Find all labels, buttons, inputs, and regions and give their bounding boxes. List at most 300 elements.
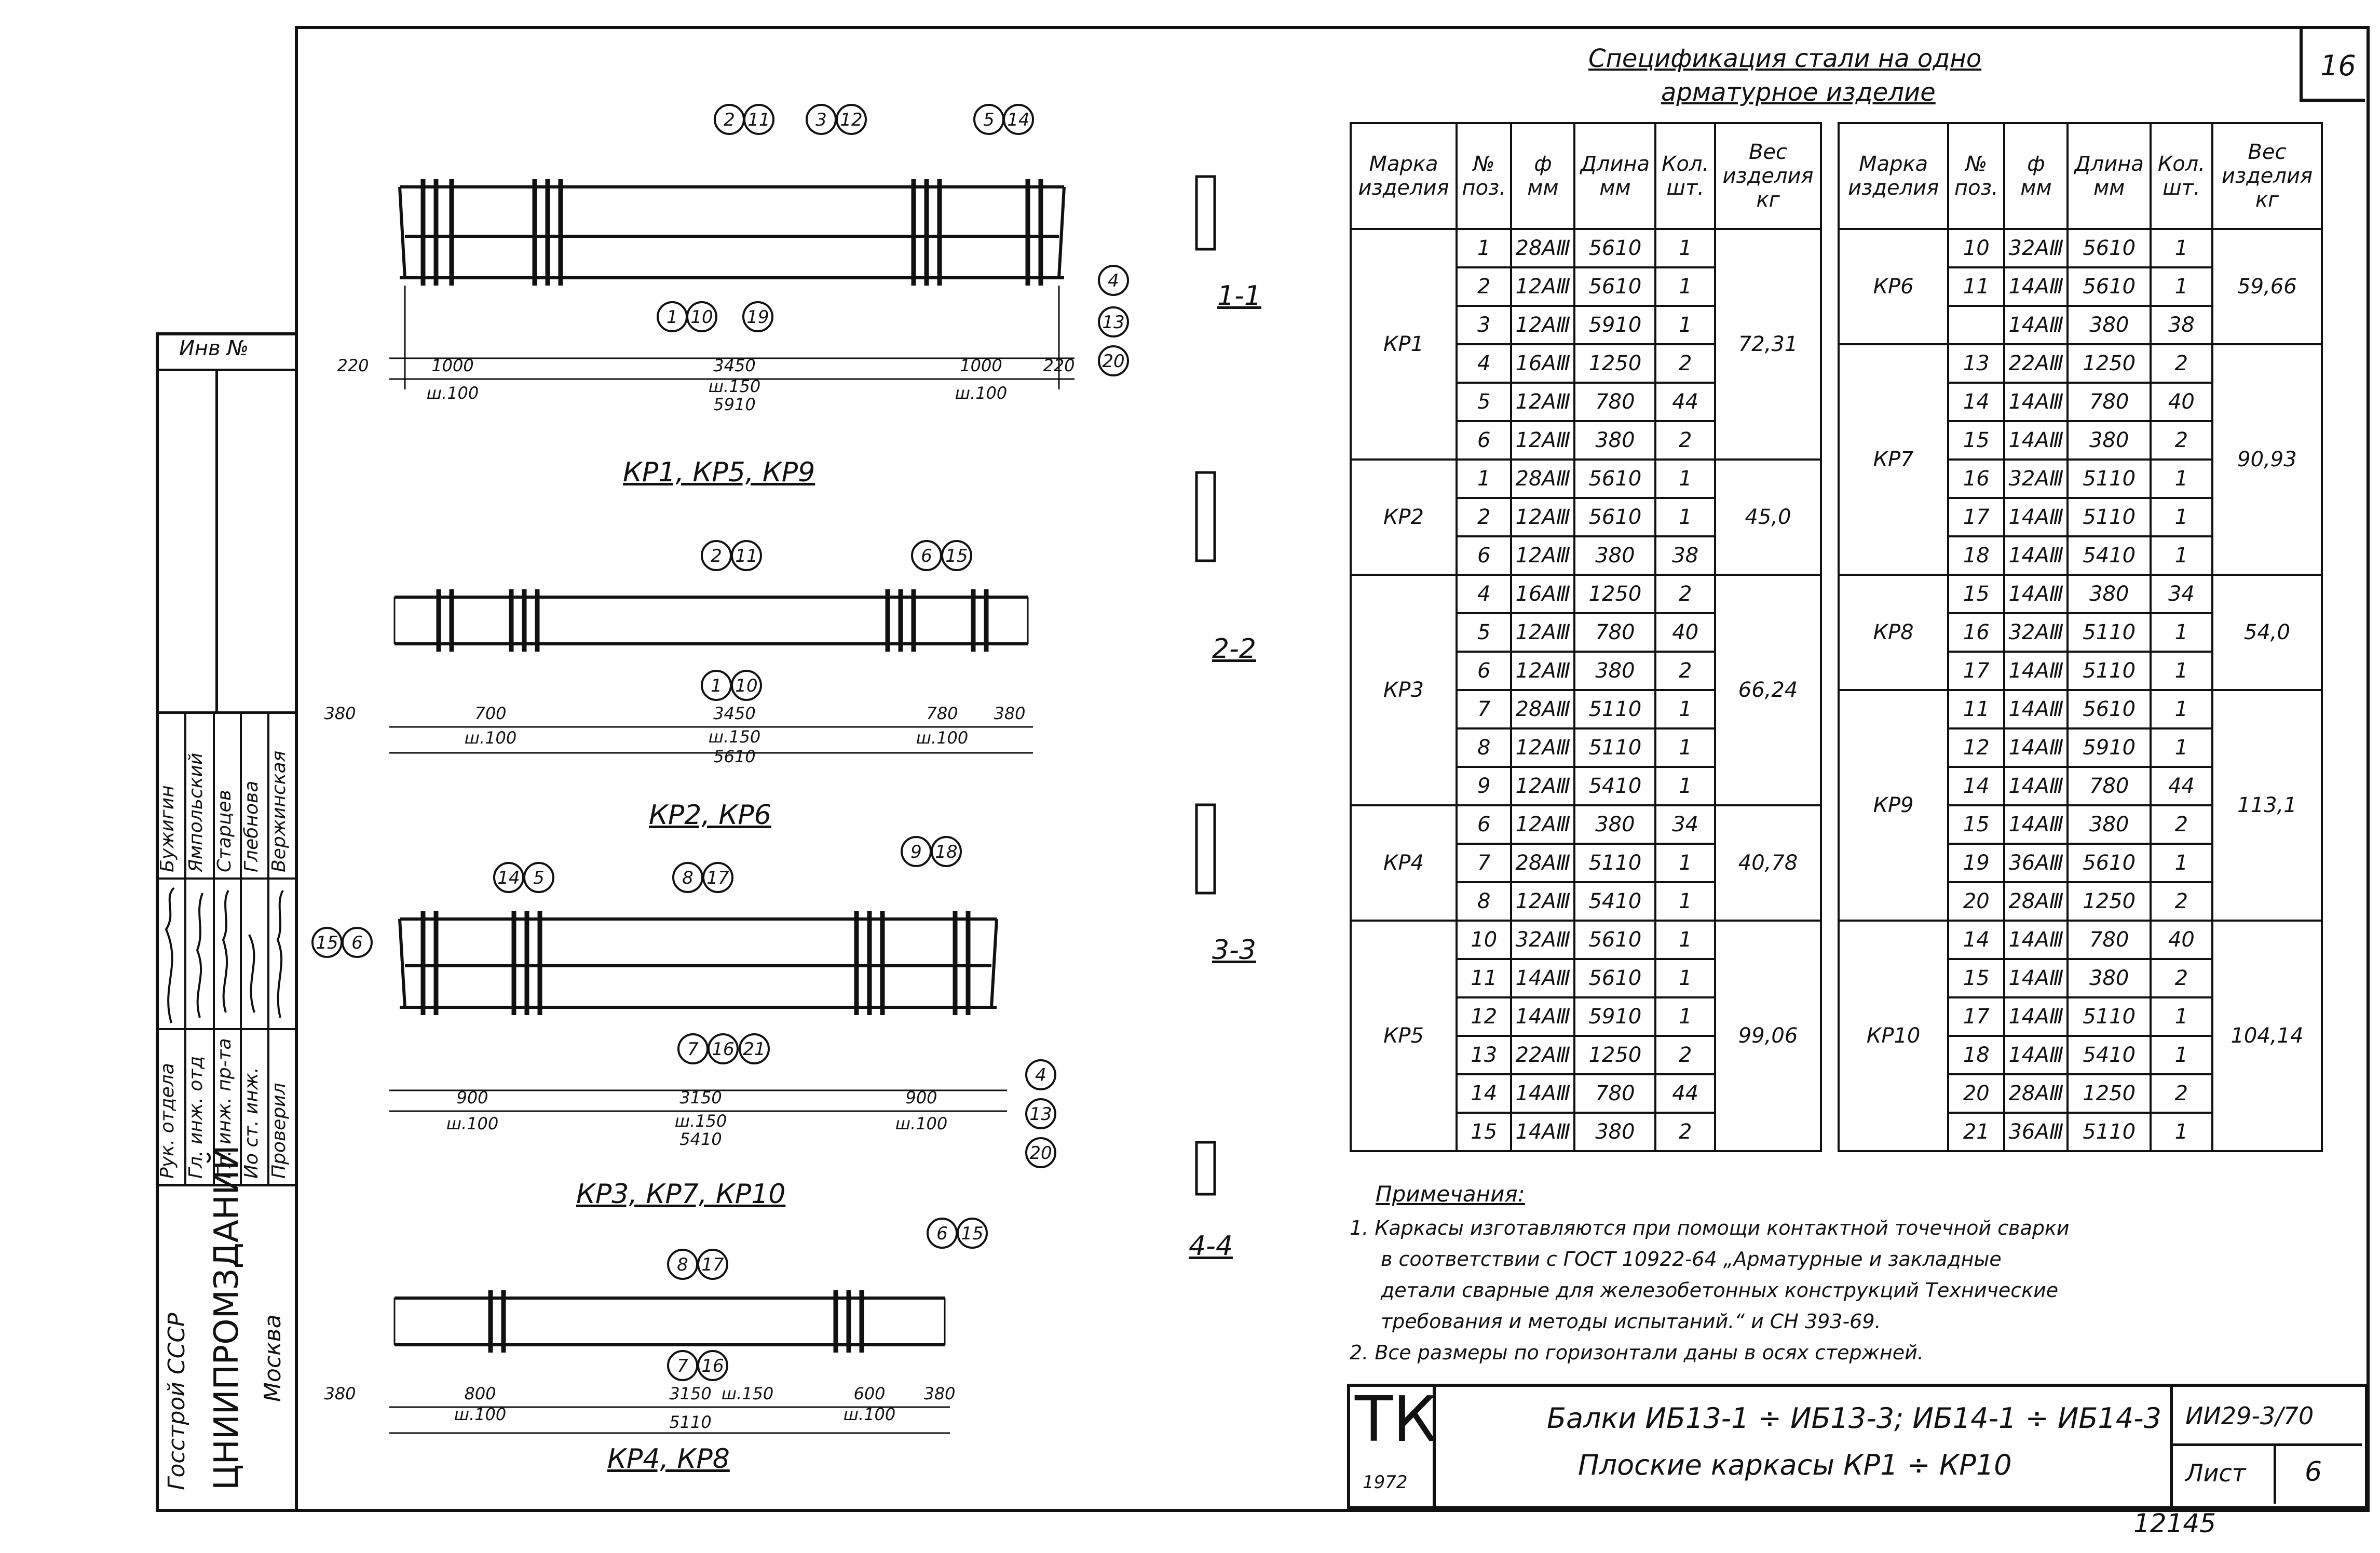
spec-cell: 6 [1457,536,1511,575]
spec-cell: 11 [1948,690,2004,728]
svg-text:17: 17 [701,1254,724,1275]
spec-cell: 5110 [2068,460,2151,498]
spec-cell: 22АⅢ [1511,1036,1574,1074]
spec-cell: 16АⅢ [1511,575,1574,613]
spec-row [1839,575,2322,613]
svg-text:220: 220 [1043,356,1075,375]
spec-cell: 1 [1655,460,1715,498]
sheet-number: 6 [2305,1456,2322,1488]
spec-cell [1948,306,2004,344]
spec-cell: 11 [1457,959,1511,997]
spec-cell: 4 [1457,344,1511,383]
spec-cell: 12АⅢ [1511,767,1574,805]
spec-cell: 12АⅢ [1511,536,1574,575]
spec-cell: 14АⅢ [2004,767,2068,805]
spec-cell: 2 [1655,421,1715,460]
svg-text:10: 10 [735,676,758,696]
spec-weight-cell: 90,93 [2212,344,2322,575]
spec-cell: 14 [1948,921,2004,959]
tk-mark: ТК [1355,1384,1437,1456]
svg-text:1000: 1000 [431,356,474,375]
svg-text:2: 2 [711,546,722,566]
spec-cell: 380 [1574,421,1655,460]
spec-cell: 20 [1948,1074,2004,1113]
spec-cell: 380 [2068,421,2151,460]
spec-cell: 7 [1457,690,1511,728]
spec-cell: 14АⅢ [2004,997,2068,1036]
spec-cell: 5110 [2068,613,2151,652]
spec-header-cell: Вес изделия кг [2212,123,2322,229]
spec-cell: 10 [1948,229,2004,267]
svg-text:5410: 5410 [679,1129,722,1149]
spec-cell: 40 [2151,383,2212,421]
spec-cell: 2 [2151,805,2212,844]
spec-weight-cell: 113,1 [2212,690,2322,921]
spec-mark-cell: КР6 [1839,229,1948,344]
spec-cell: 1 [2151,229,2212,267]
spec-cell: 2 [1457,498,1511,536]
reinforcement-drawings [311,78,1324,1506]
svg-text:5110: 5110 [669,1412,712,1432]
spec-cell: 17 [1948,652,2004,690]
spec-cell: 1 [1457,229,1511,267]
spec-cell: 28АⅢ [2004,882,2068,921]
spec-cell: 2 [2151,882,2212,921]
svg-text:800: 800 [464,1384,496,1403]
spec-cell: 780 [2068,767,2151,805]
svg-text:ш.100: ш.100 [426,383,479,403]
notes-title: Примечания: [1376,1181,1525,1207]
svg-text:ш.150: ш.150 [674,1111,727,1131]
spec-cell: 5410 [2068,1036,2151,1074]
spec-cell: 18 [1948,1036,2004,1074]
org-gosstroy: Госстрой СССР [164,1313,190,1490]
svg-text:15: 15 [945,546,968,566]
spec-cell: 17 [1948,498,2004,536]
spec-cell: 14АⅢ [2004,1036,2068,1074]
spec-header-row [1351,123,1821,229]
svg-text:ш.100: ш.100 [843,1405,896,1424]
svg-text:3150: 3150 [679,1088,722,1108]
spec-cell: 1 [2151,728,2212,767]
spec-cell: 32АⅢ [1511,921,1574,959]
spec-cell: 44 [1655,1074,1715,1113]
svg-text:220: 220 [337,356,369,375]
spec-cell: 17 [1948,997,2004,1036]
spec-cell: 32АⅢ [2004,229,2068,267]
svg-text:900: 900 [905,1088,937,1108]
spec-cell: 38 [1655,536,1715,575]
svg-text:8: 8 [682,868,693,888]
spec-header-cell: Кол. шт. [2151,123,2212,229]
sheet-divider [2274,1443,2276,1504]
title-line-2: Плоские каркасы КР1 ÷ КР10 [1578,1449,2012,1481]
spec-weight-cell: 66,24 [1715,575,1821,805]
svg-text:4: 4 [1035,1065,1046,1086]
svg-text:20: 20 [1029,1143,1052,1164]
spec-cell: 10 [1457,921,1511,959]
spec-cell: 6 [1457,805,1511,844]
spec-cell: 8 [1457,882,1511,921]
spec-cell: 5910 [2068,728,2151,767]
doc-code: ИИ29-3/70 [2185,1402,2314,1430]
note-line: детали сварные для железобетонных конструкций Технические [1381,1279,2059,1302]
spec-weight-cell: 72,31 [1715,229,1821,460]
spec-cell: 1 [1655,690,1715,728]
svg-text:9: 9 [910,842,922,862]
spec-cell: 5 [1457,383,1511,421]
svg-text:1: 1 [711,676,722,696]
sig-hline [156,1028,295,1030]
svg-text:10: 10 [690,307,713,328]
spec-cell: 14 [1948,383,2004,421]
svg-text:ш.100: ш.100 [464,728,517,748]
spec-cell: 5610 [1574,267,1655,306]
spec-cell: 6 [1457,652,1511,690]
inv-column [156,369,295,714]
svg-text:17: 17 [706,868,729,888]
svg-text:14: 14 [1007,110,1030,130]
svg-text:15: 15 [961,1223,984,1244]
svg-text:700: 700 [474,704,507,723]
spec-cell: 12 [1457,997,1511,1036]
spec-cell: 15 [1457,1113,1511,1151]
spec-mark-cell: КР4 [1351,805,1457,921]
sheet-corner-number: 16 [2320,49,2356,82]
spec-header-cell: Вес изделия кг [1715,123,1821,229]
note-line: требования и методы испытаний.“ и СН 393-69. [1381,1310,1881,1333]
spec-cell: 14АⅢ [2004,690,2068,728]
svg-text:7: 7 [677,1356,688,1376]
spec-cell: 2 [2151,421,2212,460]
drawing-label-kr1: КР1, КР5, КР9 [623,457,815,488]
spec-cell: 16 [1948,613,2004,652]
spec-cell: 14АⅢ [2004,267,2068,306]
spec-cell: 28АⅢ [2004,1074,2068,1113]
spec-cell: 1 [2151,690,2212,728]
spec-cell: 2 [1655,344,1715,383]
spec-cell: 2 [2151,344,2212,383]
note-line: 1. Каркасы изготавляются при помощи контактной точечной сварки [1350,1217,2070,1239]
svg-text:6: 6 [351,933,363,953]
spec-header-cell: № поз. [1457,123,1511,229]
spec-cell: 14АⅢ [2004,805,2068,844]
spec-cell: 2 [2151,1074,2212,1113]
spec-row [1351,575,1821,613]
svg-text:380: 380 [994,704,1026,723]
svg-text:15: 15 [316,933,338,953]
spec-cell: 14АⅢ [2004,575,2068,613]
spec-cell: 14АⅢ [1511,959,1574,997]
sheet-label: Лист [2185,1459,2246,1487]
spec-cell: 13 [1457,1036,1511,1074]
svg-text:5610: 5610 [713,747,756,766]
svg-text:21: 21 [743,1039,766,1060]
spec-cell: 1 [2151,536,2212,575]
spec-cell: 9 [1457,767,1511,805]
spec-cell: 5910 [1574,306,1655,344]
spec-cell: 2 [1655,1036,1715,1074]
spec-cell: 14 [1457,1074,1511,1113]
spec-cell: 8 [1457,728,1511,767]
spec-cell: 380 [1574,1113,1655,1151]
spec-cell: 5 [1457,613,1511,652]
spec-cell: 1 [2151,498,2212,536]
spec-cell: 14АⅢ [2004,652,2068,690]
spec-cell: 1 [1655,959,1715,997]
spec-weight-cell: 59,66 [2212,229,2322,344]
section-1-1: 1-1 [1217,280,1261,312]
svg-text:3450: 3450 [713,356,756,375]
spec-cell: 12АⅢ [1511,652,1574,690]
spec-row [1351,229,1821,267]
spec-cell: 5110 [1574,844,1655,882]
role-4: Ио ст. инж. [241,1067,262,1179]
spec-cell: 1 [1655,498,1715,536]
spec-cell: 40 [2151,921,2212,959]
spec-cell: 12АⅢ [1511,805,1574,844]
spec-cell: 380 [1574,652,1655,690]
spec-cell: 3 [1457,306,1511,344]
svg-text:13: 13 [1029,1104,1052,1125]
spec-cell: 38 [2151,306,2212,344]
spec-cell: 1 [2151,1113,2212,1151]
spec-cell: 5410 [2068,536,2151,575]
spec-cell: 16АⅢ [1511,344,1574,383]
svg-text:7: 7 [687,1039,699,1060]
sig-hline [156,877,295,880]
note-line: 2. Все размеры по горизонтали даны в осях стержней. [1350,1341,1924,1364]
svg-text:ш.150: ш.150 [708,727,761,747]
tk-year: 1972 [1363,1472,1408,1493]
spec-cell: 1 [1655,229,1715,267]
spec-cell: 5410 [1574,882,1655,921]
svg-text:1: 1 [667,307,678,328]
svg-text:ш.100: ш.100 [895,1114,948,1133]
spec-cell: 380 [2068,959,2151,997]
spec-cell: 12АⅢ [1511,498,1574,536]
spec-cell: 1 [1457,460,1511,498]
spec-cell: 14АⅢ [1511,1113,1574,1151]
spec-weight-cell: 99,06 [1715,921,1821,1151]
spec-title-1: Спецификация стали на одно [1588,44,1982,73]
spec-header-row [1839,123,2322,229]
spec-cell: 380 [1574,805,1655,844]
spec-cell: 5610 [2068,690,2151,728]
svg-text:380: 380 [324,704,356,723]
spec-mark-cell: КР2 [1351,460,1457,575]
svg-text:13: 13 [1102,312,1125,333]
spec-row [1839,921,2322,959]
spec-weight-cell: 54,0 [2212,575,2322,690]
svg-text:ш.100: ш.100 [916,728,969,748]
spec-cell: 13 [1948,344,2004,383]
spec-cell: 14АⅢ [2004,728,2068,767]
spec-cell: 1250 [2068,882,2151,921]
org-cniipromzdaniy: ЦНИИПРОМЗДАНИЙ [208,1145,246,1490]
svg-text:900: 900 [456,1088,488,1108]
spec-mark-cell: КР1 [1351,229,1457,460]
spec-cell: 14АⅢ [2004,383,2068,421]
spec-cell: 780 [1574,383,1655,421]
svg-text:380: 380 [324,1384,356,1403]
spec-cell: 2 [1655,1113,1715,1151]
drawing-label-kr4: КР4, КР8 [607,1443,730,1475]
spec-cell: 14АⅢ [2004,306,2068,344]
svg-text:20: 20 [1102,351,1125,372]
section-3-3: 3-3 [1212,935,1256,966]
svg-text:14: 14 [497,868,520,888]
spec-mark-cell: КР7 [1839,344,1948,575]
svg-text:6: 6 [921,546,932,566]
spec-cell: 7 [1457,844,1511,882]
section-2-2: 2-2 [1212,633,1256,665]
spec-cell: 5110 [1574,690,1655,728]
spec-cell: 34 [1655,805,1715,844]
role-2: Гл. инж. отд [185,1056,207,1179]
name-4: Глебнова [241,780,262,872]
spec-cell: 780 [2068,383,2151,421]
spec-row [1839,344,2322,383]
spec-cell: 14АⅢ [2004,421,2068,460]
svg-text:6: 6 [936,1223,948,1244]
spec-cell: 14АⅢ [2004,536,2068,575]
svg-text:1000: 1000 [960,356,1002,375]
spec-cell: 1 [2151,1036,2212,1074]
svg-text:16: 16 [701,1356,724,1376]
svg-text:600: 600 [853,1384,886,1403]
spec-cell: 5610 [2068,844,2151,882]
spec-cell: 44 [2151,767,2212,805]
svg-text:3150: 3150 [669,1384,712,1403]
svg-text:380: 380 [923,1384,956,1403]
spec-row [1351,460,1821,498]
spec-weight-cell: 45,0 [1715,460,1821,575]
spec-cell: 5610 [1574,921,1655,959]
spec-header-cell: ф мм [1511,123,1574,229]
svg-text:3450: 3450 [713,704,756,723]
spec-cell: 12АⅢ [1511,421,1574,460]
spec-cell: 34 [2151,575,2212,613]
spec-cell: 380 [1574,536,1655,575]
spec-header-cell: Марка изделия [1839,123,1948,229]
spec-cell: 1 [2151,267,2212,306]
spec-cell: 5110 [2068,1113,2151,1151]
svg-text:ш.150: ш.150 [708,376,761,396]
section-4-4: 4-4 [1189,1231,1233,1262]
spec-mark-cell: КР10 [1839,921,1948,1151]
spec-cell: 14АⅢ [2004,921,2068,959]
spec-cell: 14АⅢ [1511,997,1574,1036]
spec-cell: 1 [2151,997,2212,1036]
spec-cell: 44 [1655,383,1715,421]
svg-text:ш.100: ш.100 [446,1114,499,1133]
spec-cell: 5610 [2068,229,2151,267]
spec-header-cell: Длина мм [1574,123,1655,229]
spec-cell: 14АⅢ [1511,1074,1574,1113]
spec-cell: 15 [1948,805,2004,844]
name-1: Бужигин [157,785,178,872]
spec-cell: 15 [1948,959,2004,997]
svg-text:19: 19 [746,307,769,328]
spec-cell: 15 [1948,421,2004,460]
spec-cell: 5610 [1574,959,1655,997]
spec-weight-cell: 104,14 [2212,921,2322,1151]
spec-cell: 380 [2068,805,2151,844]
bottom-number: 12145 [2133,1508,2216,1538]
spec-cell: 1 [1655,267,1715,306]
spec-header-cell: Марка изделия [1351,123,1457,229]
role-5: Проверил [268,1083,290,1179]
spec-cell: 28АⅢ [1511,690,1574,728]
svg-text:ш.100: ш.100 [955,383,1008,403]
spec-cell: 12АⅢ [1511,267,1574,306]
spec-cell: 22АⅢ [2004,344,2068,383]
spec-cell: 12АⅢ [1511,882,1574,921]
spec-weight-cell: 40,78 [1715,805,1821,921]
spec-mark-cell: КР8 [1839,575,1948,690]
svg-text:5: 5 [533,868,545,888]
svg-text:ш.100: ш.100 [454,1405,507,1424]
spec-cell: 12 [1948,728,2004,767]
spec-header-cell: № поз. [1948,123,2004,229]
inv-divider [215,369,218,711]
spec-cell: 28АⅢ [1511,844,1574,882]
role-3: Гл. инж. пр-та [214,1038,235,1179]
spec-cell: 5610 [1574,498,1655,536]
spec-cell: 6 [1457,421,1511,460]
svg-text:ш.150: ш.150 [721,1384,774,1403]
spec-row [1351,921,1821,959]
spec-cell: 1250 [2068,1074,2151,1113]
spec-cell: 1250 [1574,575,1655,613]
spec-cell: 1 [2151,613,2212,652]
svg-text:12: 12 [840,110,863,130]
spec-header-cell: ф мм [2004,123,2068,229]
spec-cell: 1 [1655,767,1715,805]
role-1: Рук. отдела [157,1063,178,1179]
spec-cell: 5610 [1574,229,1655,267]
spec-title-2: арматурное изделие [1661,78,1936,107]
spec-cell: 40 [1655,613,1715,652]
name-5: Вержинская [268,750,290,872]
spec-cell: 1 [1655,921,1715,959]
signatures [156,883,295,1028]
spec-cell: 12АⅢ [1511,383,1574,421]
spec-cell: 780 [1574,613,1655,652]
svg-text:5: 5 [983,110,995,130]
svg-text:11: 11 [747,110,770,130]
name-2: Ямпольский [185,752,207,872]
drawing-label-kr2: КР2, КР6 [649,800,771,831]
spec-header-cell: Длина мм [2068,123,2151,229]
spec-cell: 36АⅢ [2004,844,2068,882]
spec-cell: 780 [1574,1074,1655,1113]
spec-cell: 11 [1948,267,2004,306]
spec-cell: 28АⅢ [1511,460,1574,498]
svg-text:8: 8 [677,1254,688,1275]
spec-cell: 5110 [2068,997,2151,1036]
spec-cell: 1 [1655,882,1715,921]
spec-cell: 14 [1948,767,2004,805]
spec-row [1839,690,2322,728]
spec-cell: 1250 [1574,1036,1655,1074]
svg-text:4: 4 [1108,271,1119,291]
spec-cell: 4 [1457,575,1511,613]
spec-cell: 32АⅢ [2004,460,2068,498]
spec-cell: 16 [1948,460,2004,498]
spec-cell: 19 [1948,844,2004,882]
